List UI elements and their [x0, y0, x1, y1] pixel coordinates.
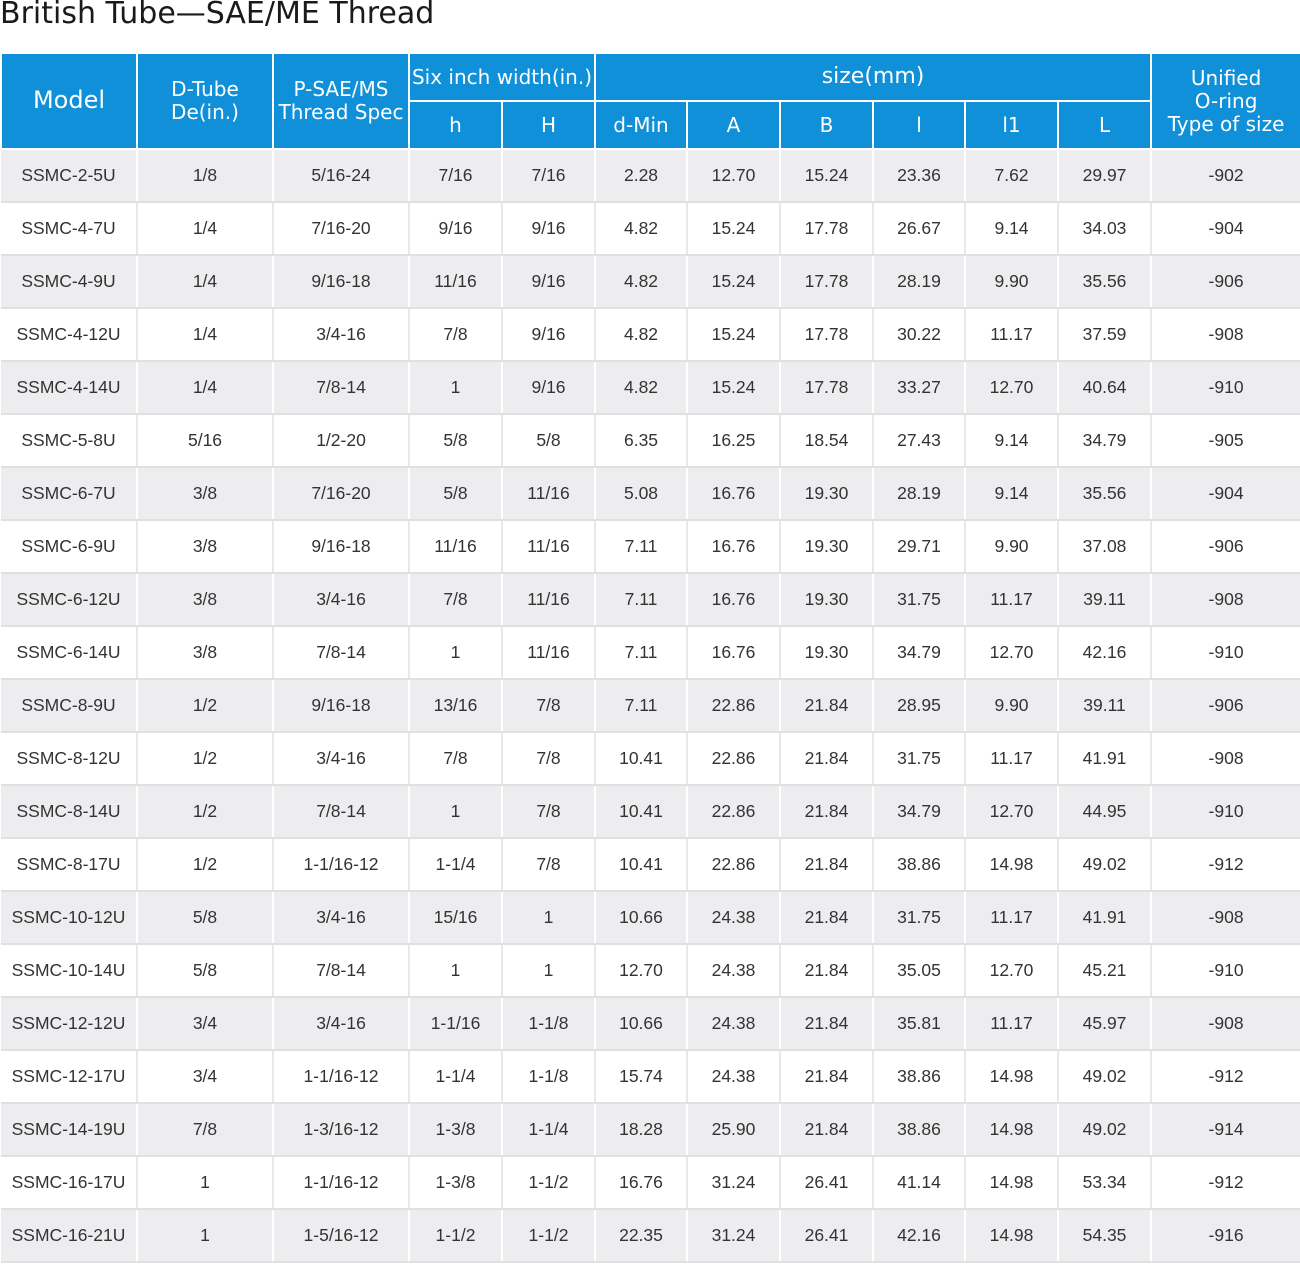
table-cell: 7.11	[595, 679, 687, 732]
table-cell: 9/16	[502, 255, 595, 308]
table-header	[1, 53, 1300, 149]
table-cell: 4.82	[595, 255, 687, 308]
table-cell: 15/16	[409, 891, 502, 944]
table-cell: 9.90	[965, 679, 1058, 732]
table-cell: 39.11	[1058, 573, 1151, 626]
table-cell: -908	[1151, 891, 1300, 944]
table-cell: 1	[502, 944, 595, 997]
table-cell: 7/16-20	[273, 202, 409, 255]
table-cell: -902	[1151, 149, 1300, 202]
table-cell: 54.35	[1058, 1209, 1151, 1262]
table-row	[1, 520, 1300, 573]
table-cell: 31.75	[873, 891, 965, 944]
table-cell: 16.76	[595, 1156, 687, 1209]
table-cell: 45.21	[1058, 944, 1151, 997]
table-cell: 17.78	[780, 361, 873, 414]
table-cell: SSMC-5-8U	[1, 414, 137, 467]
table-cell: 1-1/16	[409, 997, 502, 1050]
table-cell: 23.36	[873, 149, 965, 202]
table-cell: 1-3/8	[409, 1103, 502, 1156]
table-cell: SSMC-14-19U	[1, 1103, 137, 1156]
table-row	[1, 202, 1300, 255]
table-cell: 7.11	[595, 520, 687, 573]
table-cell: SSMC-6-9U	[1, 520, 137, 573]
table-cell: 15.24	[687, 202, 780, 255]
table-cell: 41.91	[1058, 891, 1151, 944]
table-cell: 1-1/4	[502, 1103, 595, 1156]
table-cell: 9/16	[502, 202, 595, 255]
table-cell: 7/8	[502, 679, 595, 732]
table-cell: 24.38	[687, 944, 780, 997]
header-H: H	[502, 101, 595, 149]
table-cell: 6.35	[595, 414, 687, 467]
table-row	[1, 785, 1300, 838]
table-cell: SSMC-4-14U	[1, 361, 137, 414]
table-cell: 34.79	[873, 785, 965, 838]
table-cell: 38.86	[873, 1050, 965, 1103]
table-cell: 9/16-18	[273, 255, 409, 308]
spec-table	[0, 52, 1300, 1263]
table-row	[1, 944, 1300, 997]
table-cell: SSMC-8-14U	[1, 785, 137, 838]
table-row	[1, 838, 1300, 891]
table-cell: 7/8	[502, 838, 595, 891]
table-cell: SSMC-2-5U	[1, 149, 137, 202]
table-cell: 1	[137, 1209, 273, 1262]
table-cell: 14.98	[965, 1209, 1058, 1262]
header-six-inch-width: Six inch width(in.)	[409, 53, 595, 101]
table-cell: 21.84	[780, 1103, 873, 1156]
table-cell: SSMC-8-9U	[1, 679, 137, 732]
table-cell: 3/8	[137, 467, 273, 520]
table-cell: 7.11	[595, 573, 687, 626]
table-cell: 12.70	[965, 626, 1058, 679]
table-cell: 5/8	[137, 891, 273, 944]
header-l1: l1	[965, 101, 1058, 149]
table-cell: 1/4	[137, 202, 273, 255]
table-cell: 1-1/4	[409, 1050, 502, 1103]
header-d-min: d-Min	[595, 101, 687, 149]
table-cell: 1/4	[137, 255, 273, 308]
table-cell: 33.27	[873, 361, 965, 414]
table-cell: 1	[409, 944, 502, 997]
table-cell: 7/8-14	[273, 626, 409, 679]
table-cell: 15.24	[687, 361, 780, 414]
table-cell: 9/16-18	[273, 679, 409, 732]
table-cell: 1/2	[137, 732, 273, 785]
table-cell: 11/16	[502, 467, 595, 520]
table-cell: 1-1/2	[502, 1156, 595, 1209]
table-cell: 9/16	[409, 202, 502, 255]
table-cell: 22.35	[595, 1209, 687, 1262]
table-cell: 4.82	[595, 202, 687, 255]
table-cell: 24.38	[687, 1050, 780, 1103]
table-cell: 11/16	[502, 573, 595, 626]
table-row	[1, 308, 1300, 361]
table-cell: 31.24	[687, 1209, 780, 1262]
table-row	[1, 149, 1300, 202]
table-cell: 34.03	[1058, 202, 1151, 255]
table-cell: 9.14	[965, 467, 1058, 520]
table-cell: -912	[1151, 838, 1300, 891]
table-cell: 35.56	[1058, 467, 1151, 520]
header-oring: Unified O-ring Type of size	[1151, 53, 1300, 149]
table-cell: 7.11	[595, 626, 687, 679]
table-cell: 15.74	[595, 1050, 687, 1103]
table-cell: 3/4-16	[273, 573, 409, 626]
table-cell: 15.24	[687, 308, 780, 361]
table-cell: 15.24	[687, 255, 780, 308]
table-cell: 14.98	[965, 838, 1058, 891]
table-cell: 44.95	[1058, 785, 1151, 838]
table-row	[1, 1209, 1300, 1262]
table-cell: 10.66	[595, 997, 687, 1050]
table-cell: 11/16	[409, 520, 502, 573]
table-cell: 5/8	[502, 414, 595, 467]
table-cell: 11.17	[965, 891, 1058, 944]
table-cell: 18.54	[780, 414, 873, 467]
table-cell: 1-1/16-12	[273, 1050, 409, 1103]
header-psae: P-SAE/MS Thread Spec	[273, 53, 409, 149]
table-cell: SSMC-8-12U	[1, 732, 137, 785]
table-cell: 1/4	[137, 361, 273, 414]
table-cell: 7/16-20	[273, 467, 409, 520]
table-cell: SSMC-8-17U	[1, 838, 137, 891]
table-cell: 29.97	[1058, 149, 1151, 202]
table-cell: 14.98	[965, 1103, 1058, 1156]
table-cell: -908	[1151, 308, 1300, 361]
table-cell: SSMC-4-7U	[1, 202, 137, 255]
table-cell: 42.16	[1058, 626, 1151, 679]
table-cell: 1-1/2	[409, 1209, 502, 1262]
table-cell: 18.28	[595, 1103, 687, 1156]
table-cell: 37.08	[1058, 520, 1151, 573]
table-cell: 17.78	[780, 202, 873, 255]
table-cell: 31.75	[873, 573, 965, 626]
table-cell: -910	[1151, 361, 1300, 414]
table-cell: 42.16	[873, 1209, 965, 1262]
table-cell: 5.08	[595, 467, 687, 520]
table-cell: 1/4	[137, 308, 273, 361]
table-cell: 1/2	[137, 838, 273, 891]
page-title: British Tube—SAE/ME Thread	[0, 0, 435, 31]
table-cell: 19.30	[780, 520, 873, 573]
table-cell: 9.90	[965, 255, 1058, 308]
table-cell: 9/16-18	[273, 520, 409, 573]
table-cell: 11/16	[502, 520, 595, 573]
table-cell: 17.78	[780, 308, 873, 361]
table-cell: 10.41	[595, 838, 687, 891]
table-cell: 1-5/16-12	[273, 1209, 409, 1262]
table-cell: 27.43	[873, 414, 965, 467]
table-cell: 1-1/4	[409, 838, 502, 891]
header-L: L	[1058, 101, 1151, 149]
table-cell: 11.17	[965, 573, 1058, 626]
table-cell: 19.30	[780, 626, 873, 679]
table-cell: 21.84	[780, 891, 873, 944]
table-cell: 5/16-24	[273, 149, 409, 202]
table-cell: SSMC-6-7U	[1, 467, 137, 520]
table-row	[1, 467, 1300, 520]
table-cell: 12.70	[965, 944, 1058, 997]
table-cell: 53.34	[1058, 1156, 1151, 1209]
table-cell: -912	[1151, 1156, 1300, 1209]
table-cell: -906	[1151, 520, 1300, 573]
table-cell: 21.84	[780, 785, 873, 838]
table-cell: 16.76	[687, 573, 780, 626]
table-cell: SSMC-10-14U	[1, 944, 137, 997]
table-cell: 11/16	[502, 626, 595, 679]
table-cell: 28.19	[873, 255, 965, 308]
table-cell: SSMC-16-17U	[1, 1156, 137, 1209]
table-cell: 22.86	[687, 785, 780, 838]
table-cell: 9.90	[965, 520, 1058, 573]
table-row	[1, 255, 1300, 308]
table-cell: 1	[409, 361, 502, 414]
header-B: B	[780, 101, 873, 149]
table-cell: 7/8-14	[273, 361, 409, 414]
table-cell: 1-1/8	[502, 1050, 595, 1103]
table-cell: 3/8	[137, 520, 273, 573]
header-model: Model	[1, 53, 137, 149]
table-cell: 3/8	[137, 573, 273, 626]
table-row	[1, 1156, 1300, 1209]
table-cell: 35.05	[873, 944, 965, 997]
table-cell: -916	[1151, 1209, 1300, 1262]
table-cell: 17.78	[780, 255, 873, 308]
table-cell: 29.71	[873, 520, 965, 573]
table-cell: 41.14	[873, 1156, 965, 1209]
table-cell: 11/16	[409, 255, 502, 308]
table-cell: 38.86	[873, 838, 965, 891]
table-cell: 21.84	[780, 838, 873, 891]
table-cell: 9.14	[965, 202, 1058, 255]
table-cell: 3/4-16	[273, 997, 409, 1050]
table-row	[1, 1103, 1300, 1156]
table-cell: -910	[1151, 626, 1300, 679]
table-row	[1, 414, 1300, 467]
table-cell: 1/2	[137, 679, 273, 732]
table-cell: 21.84	[780, 732, 873, 785]
table-cell: 1-3/16-12	[273, 1103, 409, 1156]
table-cell: 37.59	[1058, 308, 1151, 361]
table-cell: 1-3/8	[409, 1156, 502, 1209]
table-row	[1, 679, 1300, 732]
table-row	[1, 626, 1300, 679]
table-cell: SSMC-12-12U	[1, 997, 137, 1050]
table-cell: 16.76	[687, 467, 780, 520]
table-cell: 40.64	[1058, 361, 1151, 414]
table-cell: 7.62	[965, 149, 1058, 202]
table-cell: 1-1/8	[502, 997, 595, 1050]
table-cell: 49.02	[1058, 1103, 1151, 1156]
table-row	[1, 891, 1300, 944]
table-cell: 7/8	[137, 1103, 273, 1156]
table-cell: 26.67	[873, 202, 965, 255]
table-cell: 3/4	[137, 997, 273, 1050]
table-cell: -906	[1151, 679, 1300, 732]
table-cell: 11.17	[965, 308, 1058, 361]
table-cell: 2.28	[595, 149, 687, 202]
table-cell: 12.70	[965, 785, 1058, 838]
table-cell: 13/16	[409, 679, 502, 732]
table-cell: 16.76	[687, 626, 780, 679]
table-cell: 5/8	[409, 414, 502, 467]
table-cell: 22.86	[687, 838, 780, 891]
table-cell: 31.75	[873, 732, 965, 785]
table-cell: 34.79	[873, 626, 965, 679]
header-A: A	[687, 101, 780, 149]
table-cell: 11.17	[965, 732, 1058, 785]
table-cell: 5/8	[409, 467, 502, 520]
header-dtube: D-Tube De(in.)	[137, 53, 273, 149]
table-cell: SSMC-16-21U	[1, 1209, 137, 1262]
table-cell: 19.30	[780, 573, 873, 626]
table-cell: 9/16	[502, 308, 595, 361]
table-cell: 9.14	[965, 414, 1058, 467]
table-cell: 31.24	[687, 1156, 780, 1209]
table-cell: 49.02	[1058, 838, 1151, 891]
table-cell: 12.70	[687, 149, 780, 202]
table-cell: 3/4-16	[273, 891, 409, 944]
table-cell: 1-1/16-12	[273, 838, 409, 891]
table-cell: 22.86	[687, 679, 780, 732]
table-cell: -910	[1151, 944, 1300, 997]
table-cell: 21.84	[780, 1050, 873, 1103]
table-cell: 25.90	[687, 1103, 780, 1156]
table-cell: -910	[1151, 785, 1300, 838]
table-cell: SSMC-10-12U	[1, 891, 137, 944]
table-cell: SSMC-6-14U	[1, 626, 137, 679]
table-cell: 39.11	[1058, 679, 1151, 732]
table-cell: 7/16	[502, 149, 595, 202]
table-cell: 1	[409, 785, 502, 838]
table-cell: 38.86	[873, 1103, 965, 1156]
table-cell: 24.38	[687, 891, 780, 944]
table-cell: -908	[1151, 732, 1300, 785]
table-cell: 5/16	[137, 414, 273, 467]
table-cell: 49.02	[1058, 1050, 1151, 1103]
table-cell: 26.41	[780, 1209, 873, 1262]
table-cell: 10.66	[595, 891, 687, 944]
table-row	[1, 573, 1300, 626]
table-cell: 1-1/16-12	[273, 1156, 409, 1209]
table-cell: 45.97	[1058, 997, 1151, 1050]
table-cell: 1/8	[137, 149, 273, 202]
table-cell: 14.98	[965, 1050, 1058, 1103]
table-cell: 12.70	[595, 944, 687, 997]
table-cell: SSMC-4-9U	[1, 255, 137, 308]
table-cell: 41.91	[1058, 732, 1151, 785]
table-body	[1, 149, 1300, 1262]
table-cell: 10.41	[595, 732, 687, 785]
table-cell: 1	[137, 1156, 273, 1209]
header-h: h	[409, 101, 502, 149]
table-cell: 3/8	[137, 626, 273, 679]
table-cell: -904	[1151, 202, 1300, 255]
table-cell: SSMC-12-17U	[1, 1050, 137, 1103]
table-cell: 21.84	[780, 944, 873, 997]
table-cell: 34.79	[1058, 414, 1151, 467]
table-cell: 15.24	[780, 149, 873, 202]
table-cell: 7/16	[409, 149, 502, 202]
table-cell: SSMC-6-12U	[1, 573, 137, 626]
table-cell: -905	[1151, 414, 1300, 467]
table-row	[1, 361, 1300, 414]
table-cell: 1/2-20	[273, 414, 409, 467]
table-row	[1, 1050, 1300, 1103]
table-cell: 35.81	[873, 997, 965, 1050]
table-cell: 11.17	[965, 997, 1058, 1050]
table-cell: 24.38	[687, 997, 780, 1050]
header-l: l	[873, 101, 965, 149]
table-cell: 7/8-14	[273, 944, 409, 997]
table-cell: 3/4	[137, 1050, 273, 1103]
table-cell: 21.84	[780, 997, 873, 1050]
table-cell: -914	[1151, 1103, 1300, 1156]
table-cell: 7/8	[409, 573, 502, 626]
table-cell: 12.70	[965, 361, 1058, 414]
table-cell: 7/8	[409, 732, 502, 785]
table-cell: 3/4-16	[273, 308, 409, 361]
table-cell: -912	[1151, 1050, 1300, 1103]
table-cell: 28.95	[873, 679, 965, 732]
table-cell: 4.82	[595, 361, 687, 414]
table-row	[1, 732, 1300, 785]
table-cell: 5/8	[137, 944, 273, 997]
table-cell: 16.76	[687, 520, 780, 573]
table-cell: 3/4-16	[273, 732, 409, 785]
table-cell: 1-1/2	[502, 1209, 595, 1262]
table-cell: 21.84	[780, 679, 873, 732]
table-cell: 16.25	[687, 414, 780, 467]
table-row	[1, 997, 1300, 1050]
table-cell: 1	[502, 891, 595, 944]
table-cell: 9/16	[502, 361, 595, 414]
table-cell: 7/8	[502, 732, 595, 785]
table-cell: 4.82	[595, 308, 687, 361]
table-cell: SSMC-4-12U	[1, 308, 137, 361]
table-cell: 10.41	[595, 785, 687, 838]
table-cell: 7/8	[502, 785, 595, 838]
header-size-mm: size(mm)	[595, 53, 1151, 101]
table-cell: -908	[1151, 997, 1300, 1050]
table-cell: 26.41	[780, 1156, 873, 1209]
table-cell: 19.30	[780, 467, 873, 520]
table-cell: 14.98	[965, 1156, 1058, 1209]
table-cell: 1/2	[137, 785, 273, 838]
table-cell: 22.86	[687, 732, 780, 785]
table-cell: 30.22	[873, 308, 965, 361]
table-cell: -904	[1151, 467, 1300, 520]
table-cell: 7/8-14	[273, 785, 409, 838]
table-cell: 1	[409, 626, 502, 679]
table-cell: 7/8	[409, 308, 502, 361]
table-cell: -908	[1151, 573, 1300, 626]
table-cell: 35.56	[1058, 255, 1151, 308]
table-cell: 28.19	[873, 467, 965, 520]
table-cell: -906	[1151, 255, 1300, 308]
